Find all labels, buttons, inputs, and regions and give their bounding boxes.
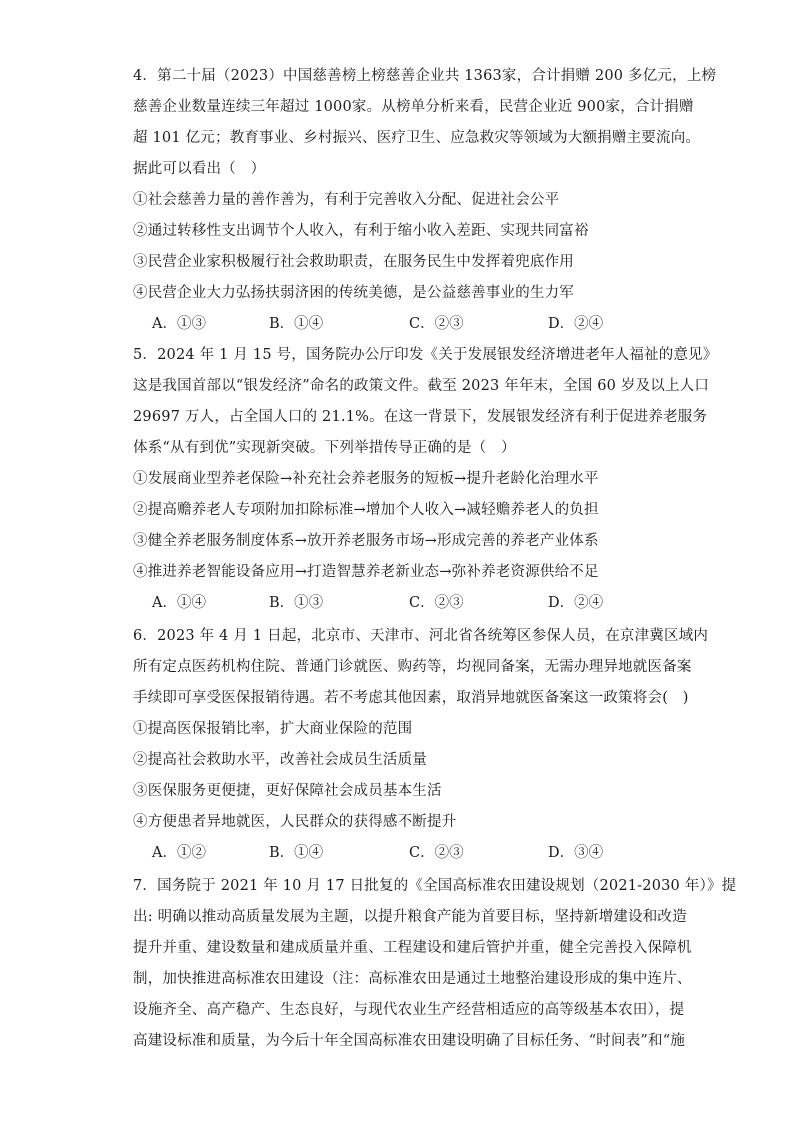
- q4-statement-3: ③民营企业家积极履行社会救助职责，在服务民生中发挥着兜底作用: [133, 254, 574, 270]
- q6-stem-line-3: 手续即可享受医保报销待遇。若不考虑其他因素，取消异地就医备案这一政策将会( ): [133, 690, 689, 706]
- q6-statement-2: ②提高社会救助水平，改善社会成员生活质量: [133, 752, 427, 768]
- q4-stem-line-3: 超 101 亿元；教育事业、乡村振兴、医疗卫生、应急救灾等领域为大额捐赠主要流向。: [133, 130, 701, 146]
- q5-stem-line-4: 体系“从有到优”实现新突破。下列举措传导正确的是（ ）: [133, 440, 516, 456]
- q7-stem-line-5: 设施齐全、高产稳产、生态良好，与现代农业生产经营相适应的高等级基本农田），提: [133, 1002, 685, 1018]
- q5-statement-1: ①发展商业型养老保险→补充社会养老服务的短板→提升老龄化治理水平: [133, 471, 599, 487]
- q7-stem-line-4: 制，加快推进高标准农田建设（注：高标准农田是通过土地整治建设形成的集中连片、: [133, 971, 692, 987]
- q6-stem-line-1: 6．2023 年 4 月 1 日起，北京市、天津市、河北省各统筹区参保人员，在京津冀区域内: [133, 628, 709, 644]
- q6-statement-3: ③医保服务更便捷，更好保障社会成员基本生活: [133, 783, 442, 799]
- q6-option-a[interactable]: A．①②: [152, 845, 206, 861]
- q7-stem-line-2: 出: 明确以推动高质量发展为主题，以提升粮食产能为首要目标，坚持新增建设和改造: [133, 909, 687, 925]
- q5-statement-3: ③健全养老服务制度体系→放开养老服务市场→形成完善的养老产业体系: [133, 533, 599, 549]
- q5-statement-4: ④推进养老智能设备应用→打造智慧养老新业态→弥补养老资源供给不足: [133, 564, 599, 580]
- q6-option-b[interactable]: B．①④: [269, 845, 324, 861]
- q5-stem-line-3: 29697 万人，占全国人口的 21.1%。在这一背景下，发展银发经济有利于促进养老服务: [133, 409, 708, 425]
- q4-stem-line-1: 4．第二十届（2023）中国慈善榜上榜慈善企业共 1363家，合计捐赠 200 多亿元，上榜: [133, 68, 717, 84]
- q7-stem-line-1: 7．国务院于 2021 年 10 月 17 日批复的《全国高标准农田建设规划（2021-2030 年）》提: [133, 878, 737, 894]
- q6-option-c[interactable]: C．②③: [409, 845, 464, 861]
- q6-option-d[interactable]: D．③④: [548, 845, 604, 861]
- q4-stem-line-4: 据此可以看出（ ）: [133, 161, 266, 177]
- q4-stem-line-2: 慈善企业数量连续三年超过 1000家。从榜单分析来看，民营企业近 900家，合计捐赠: [133, 99, 694, 115]
- q4-option-d[interactable]: D．②④: [548, 316, 604, 332]
- q5-stem-line-2: 这是我国首部以“银发经济”命名的政策文件。截至 2023 年年末，全国 60 岁及以上人口: [133, 378, 710, 394]
- q4-option-b[interactable]: B．①④: [269, 316, 324, 332]
- q5-option-b[interactable]: B．①③: [269, 595, 324, 611]
- q6-statement-4: ④方便患者异地就医，人民群众的获得感不断提升: [133, 814, 457, 830]
- q6-statement-1: ①提高医保报销比率，扩大商业保险的范围: [133, 721, 413, 737]
- q5-stem-line-1: 5．2024 年 1 月 15 号，国务院办公厅印发《关于发展银发经济增进老年人福祉的意见》: [133, 347, 718, 363]
- q5-option-d[interactable]: D．②④: [548, 595, 604, 611]
- q7-stem-line-6: 高建设标准和质量，为今后十年全国高标准农田建设明确了目标任务、“时间表”和“施: [133, 1033, 686, 1049]
- q4-option-c[interactable]: C．②③: [409, 316, 464, 332]
- q5-statement-2: ②提高赡养老人专项附加扣除标准→增加个人收入→减轻赡养老人的负担: [133, 502, 599, 518]
- q4-statement-4: ④民营企业大力弘扬扶弱济困的传统美德，是公益慈善事业的生力军: [133, 285, 574, 301]
- q4-statement-1: ①社会慈善力量的善作善为，有利于完善收入分配、促进社会公平: [133, 192, 560, 208]
- q5-option-c[interactable]: C．②③: [409, 595, 464, 611]
- q4-statement-2: ②通过转移性支出调节个人收入，有利于缩小收入差距、实现共同富裕: [133, 223, 589, 239]
- q7-stem-line-3: 提升并重、建设数量和建成质量并重、工程建设和建后管护并重，健全完善投入保障机: [133, 940, 692, 956]
- q5-option-a[interactable]: A．①④: [152, 595, 206, 611]
- q4-option-a[interactable]: A．①③: [152, 316, 206, 332]
- q6-stem-line-2: 所有定点医药机构住院、普通门诊就医、购药等，均视同备案，无需办理异地就医备案: [133, 659, 692, 675]
